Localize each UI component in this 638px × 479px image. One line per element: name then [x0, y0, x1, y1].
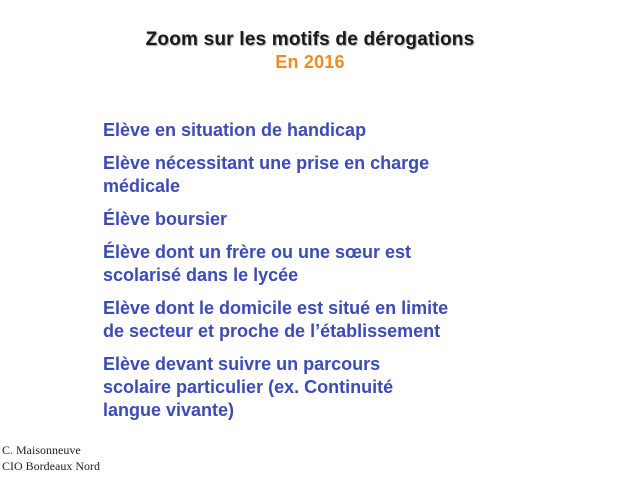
list-item [103, 297, 543, 343]
reasons-list [103, 119, 543, 432]
list-item [103, 353, 543, 422]
list-item-line: Elève nécessitant une prise en charge [103, 153, 430, 173]
list-item [103, 241, 543, 287]
slide-title-block [0, 28, 620, 74]
list-item-line: Elève dont le domicile est situé en limite [103, 298, 449, 318]
footer-credit [2, 442, 100, 474]
list-item-line: médicale [103, 176, 181, 196]
list-item-line: Élève boursier [103, 209, 228, 229]
list-item-line: Élève dont un frère ou une sœur est [103, 242, 412, 262]
list-item-line: Elève devant suivre un parcours [103, 354, 381, 374]
list-item-line: scolarisé dans le lycée [103, 265, 299, 285]
list-item-line: de secteur et proche de l’établissement [103, 321, 441, 341]
footer-organization: CIO Bordeaux Nord [2, 459, 100, 473]
list-item [103, 119, 543, 142]
list-item [103, 208, 543, 231]
slide-subtitle-year: En 2016 [275, 52, 345, 72]
list-item-line: Elève en situation de handicap [103, 120, 367, 140]
list-item-line: langue vivante) [103, 400, 235, 420]
list-item-line: scolaire particulier (ex. Continuité [103, 377, 394, 397]
footer-author: C. Maisonneuve [2, 443, 81, 457]
slide-title: Zoom sur les motifs de dérogations [145, 29, 475, 50]
list-item [103, 152, 543, 198]
